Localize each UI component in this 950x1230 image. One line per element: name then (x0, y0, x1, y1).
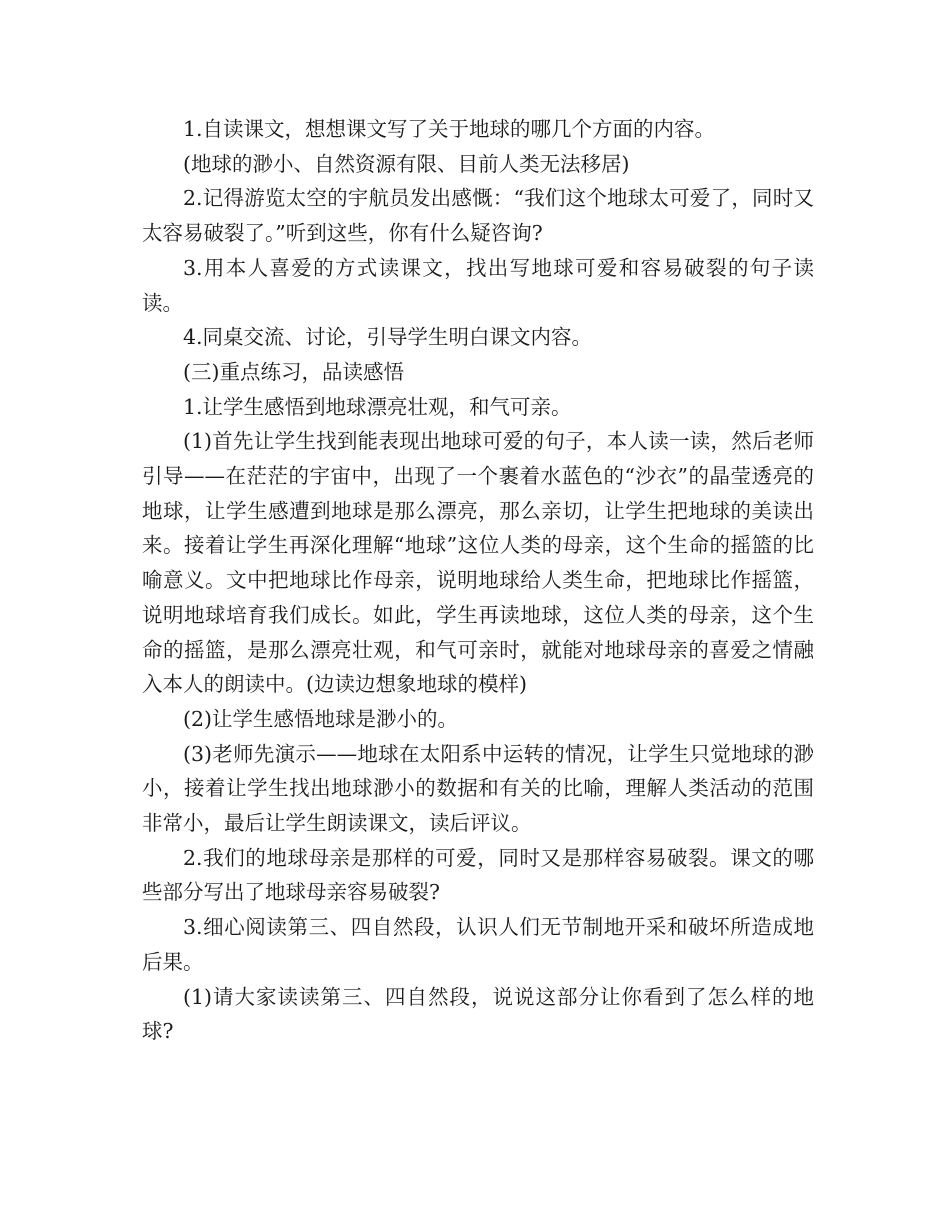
paragraph-11: 2.我们的地球母亲是那样的可爱，同时又是那样容易破裂。课文的哪些部分写出了地球母亲容易破裂? (142, 845, 814, 905)
paragraph-9: (2)让学生感悟地球是渺小的。 (183, 706, 459, 731)
paragraph-2: (地球的渺小、自然资源有限、目前人类无法移居) (183, 151, 630, 176)
paragraph-4: 3.用本人喜爱的方式读课文，找出写地球可爱和容易破裂的句子读读。 (142, 255, 814, 315)
document-body (142, 112, 814, 1049)
paragraph-13: (1)请大家读读第三、四自然段，说说这部分让你看到了怎么样的地球? (142, 984, 814, 1044)
paragraph-12: 3.细心阅读第三、四自然段，认识人们无节制地开采和破坏所造成地后果。 (142, 915, 814, 974)
paragraph-5: 4.同桌交流、讨论，引导学生明白课文内容。 (183, 325, 593, 350)
section-heading: (三)重点练习，品读感悟 (183, 359, 404, 384)
paragraph-7: 1.让学生感悟到地球漂亮壮观，和气可亲。 (183, 394, 572, 419)
paragraph-8: (1)首先让学生找到能表现出地球可爱的句子，本人读一读，然后老师引导——在茫茫的宇宙中，出现了一个裹着水蓝色的“沙衣”的晶莹透亮的地球，让学生感遭到地球是那么漂亮，那么亲切，让学生把地球的美读出来。接着让学生再深化理解“地球”这位人类的母亲，这个生命的摇篮的比喻意义。文中把地球比作母亲，说明地球给人类生命，把地球比作摇篮，说明地球培育我们成长。如此，学生再读地球，这位人类的母亲，这个生命的摇篮，是那么漂亮壮观，和气可亲时，就能对地球母亲的喜爱之情融入本人的朗读中。(边读边想象地球的模样) (142, 429, 814, 697)
paragraph-3: 2.记得游览太空的宇航员发出感慨：“我们这个地球太可爱了，同时又太容易破裂了。”听到这些，你有什么疑咨询? (142, 186, 814, 246)
paragraph-1: 1.自读课文，想想课文写了关于地球的哪几个方面的内容。 (183, 117, 716, 141)
paragraph-10: (3)老师先演示——地球在太阳系中运转的情况，让学生只觉地球的渺小，接着让学生找出地球渺小的数据和有关的比喻，理解人类活动的范围非常小，最后让学生朗读课文，读后评议。 (142, 741, 814, 836)
